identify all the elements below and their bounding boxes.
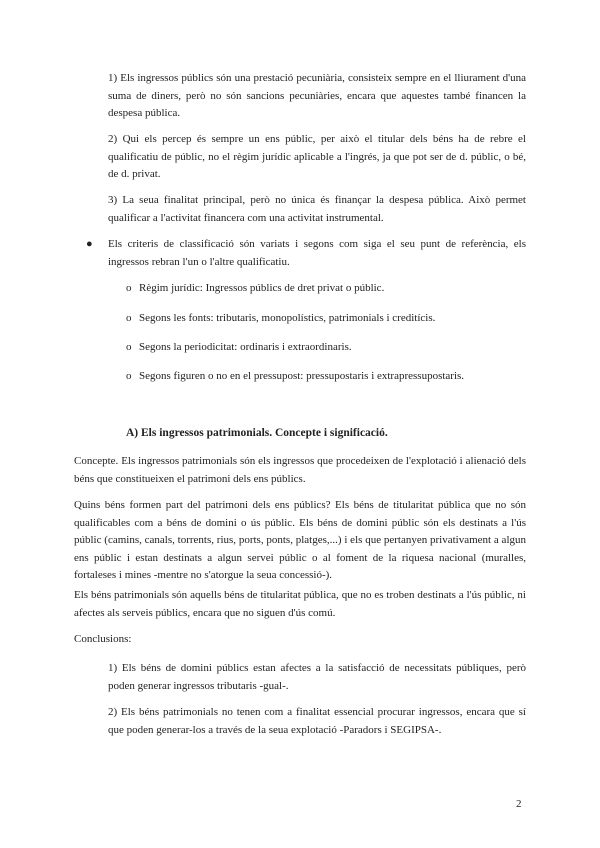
numbered-paragraph-2: 2) Qui els percep és sempre un ens públic, per això el titular dels béns ha de rebre el qualificatiu de públic, no el règim jurídic aplicable a l'ingrés, ja que pot ser de d. públic, o bé, de d. privat. (108, 133, 526, 180)
circle-bullet-icon: o (126, 282, 132, 294)
patrimonial-goods-paragraph: Els béns patrimonials són aquells béns de titularitat pública, que no es troben destinats a l'ús públic, ni afectes als serveis públics, encara que no siguen d'ús comú. (74, 589, 526, 619)
conclusion-1: 1) Els béns de domini públics estan afectes a la satisfacció de necessitats públiques, però poden generar ingressos tributaris -gual-. (108, 662, 526, 692)
bullet-icon: ● (86, 238, 93, 250)
numbered-paragraph-1: 1) Els ingressos públics són una prestació pecuniària, consisteix sempre en el lliurament d'una suma de diners, però no són sancions pecuniàries, encara que aquestes també financen la despesa pública. (108, 72, 526, 119)
section-heading: A) Els ingressos patrimonials. Concepte i significació. (126, 427, 388, 439)
sub-item-text: Segons figuren o no en el pressupost: pressupostaris i extrapressupostaris. (139, 370, 465, 382)
concept-paragraph: Concepte. Els ingressos patrimonials són els ingressos que procedeixen de l'explotació i alienació dels béns que constitueixen el patrimoni dels ens públics. (74, 455, 526, 485)
conclusion-2: 2) Els béns patrimonials no tenen com a finalitat essencial procurar ingressos, encara que sí que poden generar-los a través de la seua explotació -Paradors i SEGIPSA-. (108, 706, 526, 736)
sub-item-text: Segons les fonts: tributaris, monopolístics, patrimonials i creditícis. (139, 312, 436, 324)
bullet-text: Els criteris de classificació són variats i segons com siga el seu punt de referència, els ingressos rebran l'un o l'altre qualificatiu. (108, 238, 526, 268)
circle-bullet-icon: o (126, 370, 132, 382)
numbered-paragraph-3: 3) La seua finalitat principal, però no única és finançar la despesa pública. Això permet qualificar a l'activitat financera com una activitat instrumental. (108, 194, 526, 224)
circle-bullet-icon: o (126, 341, 132, 353)
page-number: 2 (516, 798, 522, 810)
sub-item-text: Règim jurídic: Ingressos públics de dret privat o públic. (139, 282, 385, 294)
conclusions-label: Conclusions: (74, 633, 132, 645)
sub-item-text: Segons la periodicitat: ordinaris i extraordinaris. (139, 341, 352, 353)
circle-bullet-icon: o (126, 312, 132, 324)
patrimony-paragraph: Quins béns formen part del patrimoni dels ens públics? Els béns de titularitat pública que no són qualificables com a béns de domini o ús públic. Els béns de domini públic són els destinats a l'ús públic (camins, canals, torrents, rius, ports, ponts, platges,...) i els que pertanyen privativament a algun ens públic i estan destinats a algun servei públic o al foment de la riquesa nacional (muralles, fortaleses i mines -mentre no s'atorgue la seua concessió-). (74, 499, 526, 581)
